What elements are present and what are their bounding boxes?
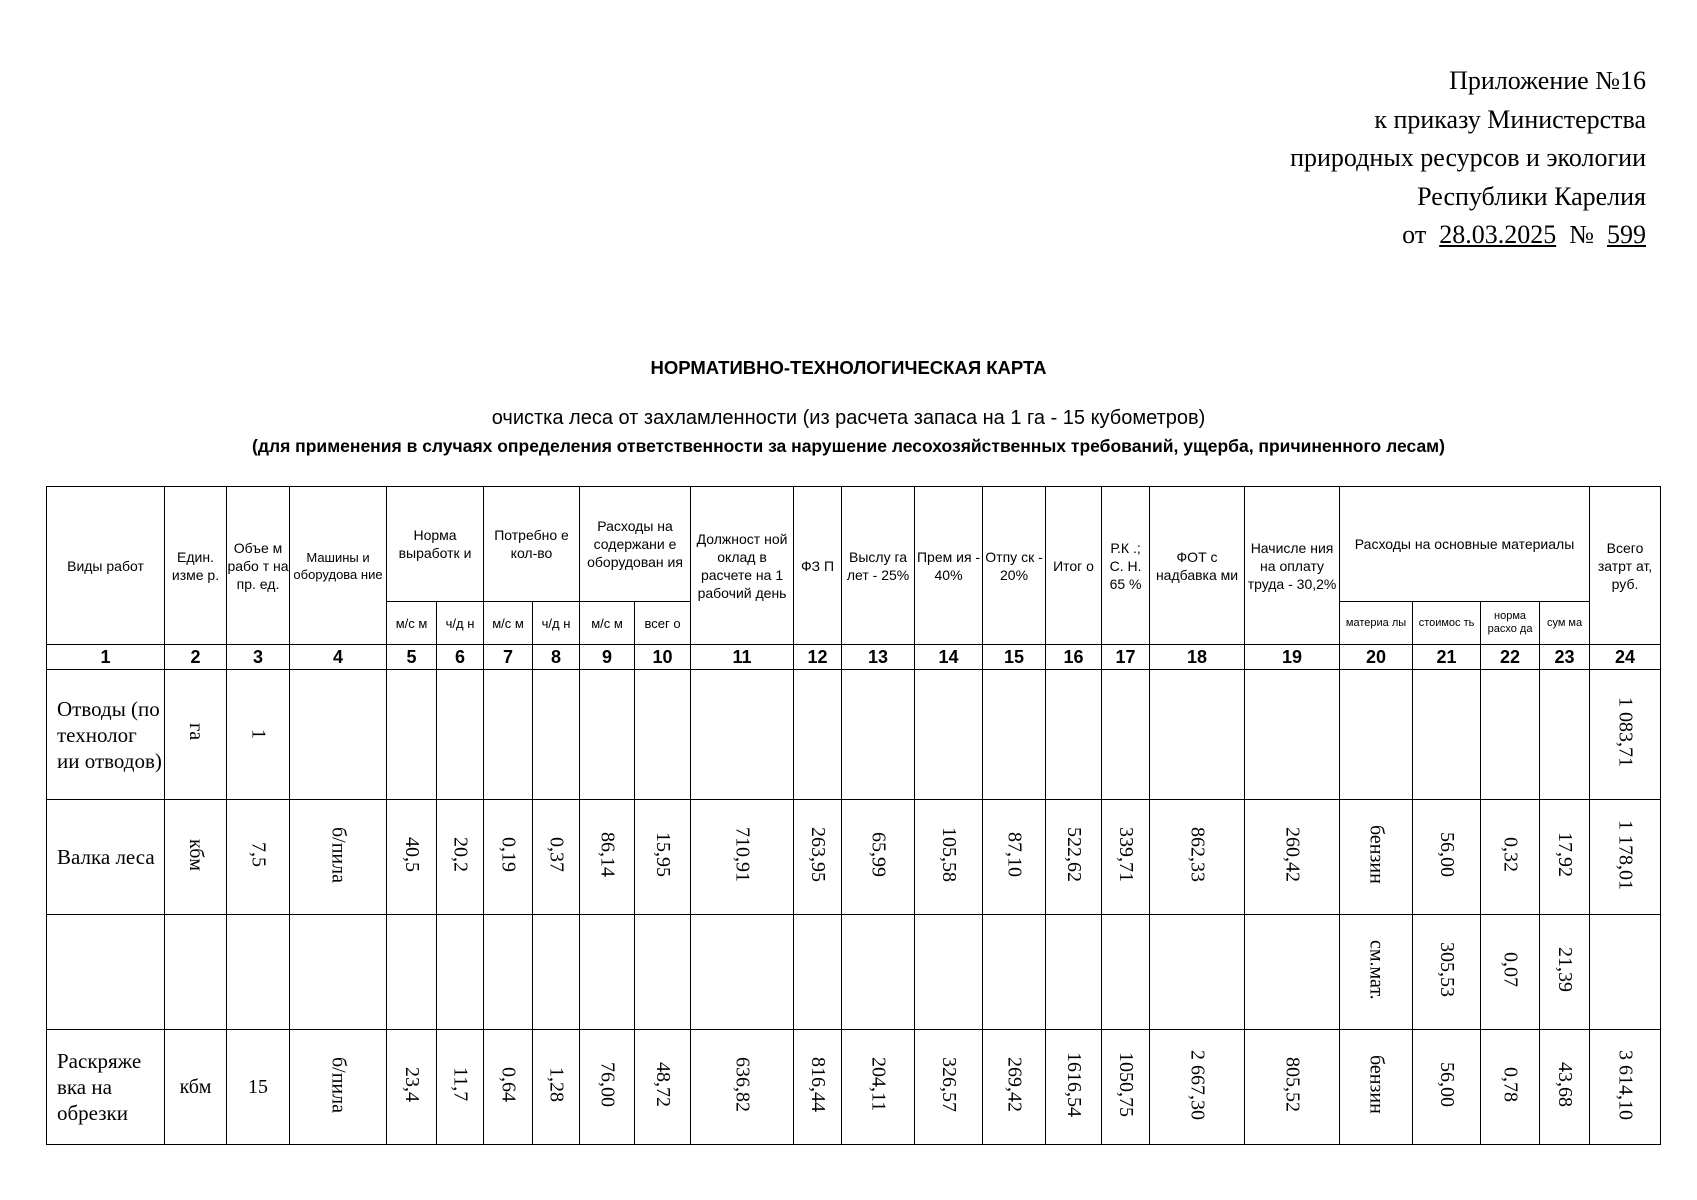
data-cell <box>635 800 691 915</box>
column-number: 8 <box>533 645 580 670</box>
subheader-cost: стоимос ть <box>1413 602 1481 645</box>
column-number: 1 <box>47 645 165 670</box>
data-cell <box>1102 670 1150 800</box>
data-cell <box>1481 800 1540 915</box>
data-cell <box>227 915 290 1030</box>
column-number: 12 <box>794 645 842 670</box>
data-cell <box>1102 800 1150 915</box>
cell-value: 710,91 <box>731 827 754 882</box>
data-cell <box>165 670 227 800</box>
column-number: 14 <box>915 645 983 670</box>
data-cell <box>1340 915 1413 1030</box>
data-cell <box>227 800 290 915</box>
data-cell <box>1340 800 1413 915</box>
cell-value: 305,53 <box>1436 942 1459 997</box>
cell-value: 0,37 <box>545 837 568 872</box>
data-cell <box>1481 915 1540 1030</box>
cell-value: 105,58 <box>938 827 961 882</box>
work-type-cell: Раскряже вка на обрезки <box>47 1030 165 1145</box>
appendix-title: Приложение №16 <box>1449 66 1646 95</box>
cell-value: бензин <box>1365 825 1388 884</box>
data-cell <box>635 670 691 800</box>
cell-value: кбм <box>185 838 207 871</box>
table-row <box>47 915 1661 1030</box>
cell-value: 522,62 <box>1063 827 1086 882</box>
header-total: Итог о <box>1046 487 1102 645</box>
column-number: 6 <box>437 645 484 670</box>
column-number: 16 <box>1046 645 1102 670</box>
number-prefix: № <box>1569 220 1594 249</box>
data-cell <box>227 670 290 800</box>
cell-value: 0,78 <box>1499 1067 1522 1102</box>
cell-value: 87,10 <box>1003 832 1026 877</box>
header-need-qty: Потребно е кол-во <box>484 487 580 602</box>
work-type-cell: Отводы (по технолог ии отводов) <box>47 670 165 800</box>
header-unit: Един. изме р. <box>165 487 227 645</box>
cell-value: 1050,75 <box>1115 1052 1138 1117</box>
column-number: 9 <box>580 645 635 670</box>
data-cell <box>290 800 387 915</box>
column-number: 3 <box>227 645 290 670</box>
data-cell <box>1102 1030 1150 1145</box>
technology-card-table <box>46 486 1661 1145</box>
data-cell <box>533 1030 580 1145</box>
header-vacation: Отпу ск - 20% <box>983 487 1046 645</box>
appendix-order-line: к приказу Министерства <box>1374 104 1646 134</box>
column-numbers-row <box>47 645 1661 670</box>
data-cell <box>1540 800 1590 915</box>
header-equipment-costs: Расходы на содержани е оборудован ия <box>580 487 691 602</box>
data-cell <box>794 1030 842 1145</box>
data-cell <box>165 800 227 915</box>
work-type-cell <box>47 915 165 1030</box>
appendix-ministry-line: природных ресурсов и экологии <box>1290 143 1646 172</box>
column-number: 13 <box>842 645 915 670</box>
cell-value: б/пила <box>327 1056 350 1113</box>
data-cell <box>165 1030 227 1145</box>
column-number: 20 <box>1340 645 1413 670</box>
cell-value: 0,64 <box>497 1067 520 1102</box>
header-total-costs: Всего затрт ат, руб. <box>1590 487 1661 645</box>
cell-value: 15 <box>248 1075 268 1098</box>
cell-value: кбм <box>179 1075 212 1098</box>
data-cell <box>484 800 533 915</box>
column-number: 24 <box>1590 645 1661 670</box>
data-cell <box>635 915 691 1030</box>
data-cell <box>227 1030 290 1145</box>
header-machines: Машины и оборудова ние <box>290 487 387 645</box>
data-cell <box>1102 915 1150 1030</box>
document-note: (для применения в случаях определения ответственности за нарушение лесохозяйственных требований, ущерба, причиненного лесам) <box>252 436 1445 456</box>
header-bonus: Прем ия - 40% <box>915 487 983 645</box>
data-cell <box>1046 1030 1102 1145</box>
data-cell <box>1340 1030 1413 1145</box>
cell-value: 1 083,71 <box>1614 697 1637 767</box>
data-cell <box>387 1030 437 1145</box>
column-number: 21 <box>1413 645 1481 670</box>
data-cell <box>1150 800 1245 915</box>
data-cell <box>290 670 387 800</box>
header-output-norm: Норма выработк и <box>387 487 484 602</box>
data-cell <box>794 800 842 915</box>
data-cell <box>437 915 484 1030</box>
column-number: 10 <box>635 645 691 670</box>
subheader-need-hd: ч/д н <box>533 602 580 645</box>
column-number: 19 <box>1245 645 1340 670</box>
column-number: 11 <box>691 645 794 670</box>
cell-value: 7,5 <box>247 842 270 867</box>
cell-value: 269,42 <box>1003 1057 1026 1112</box>
data-cell <box>794 670 842 800</box>
data-cell <box>1413 1030 1481 1145</box>
data-cell <box>290 915 387 1030</box>
cell-value: 204,11 <box>867 1057 890 1112</box>
header-work-types: Виды работ <box>47 487 165 645</box>
cell-value: 15,95 <box>652 832 675 877</box>
subheader-output-hd: ч/д н <box>437 602 484 645</box>
cell-value: 1616,54 <box>1063 1052 1086 1117</box>
data-cell <box>635 1030 691 1145</box>
data-cell <box>1150 915 1245 1030</box>
data-cell <box>1150 1030 1245 1145</box>
cell-value: 326,57 <box>938 1057 961 1112</box>
document-subtitle: очистка леса от захламленности (из расчета запаса на 1 га - 15 кубометров) <box>491 407 1206 429</box>
header-salary: Должност ной оклад в расчете на 1 рабочий день <box>691 487 794 645</box>
data-cell <box>165 915 227 1030</box>
cell-value: 56,00 <box>1436 832 1459 877</box>
data-cell <box>915 1030 983 1145</box>
data-cell <box>1046 915 1102 1030</box>
order-date: 28.03.2025 <box>1439 220 1557 249</box>
data-cell <box>484 670 533 800</box>
table-row <box>47 1030 1661 1145</box>
data-cell <box>1590 670 1661 800</box>
data-cell <box>1340 670 1413 800</box>
column-number: 18 <box>1150 645 1245 670</box>
cell-value: 86,14 <box>596 832 619 877</box>
table-row <box>47 800 1661 915</box>
data-cell <box>842 915 915 1030</box>
date-prefix: от <box>1402 220 1427 249</box>
header-payroll-charges: Начисле ния на оплату труда - 30,2% <box>1245 487 1340 645</box>
cell-value: 862,33 <box>1186 827 1209 882</box>
data-cell <box>484 1030 533 1145</box>
data-cell <box>533 800 580 915</box>
cell-value: 260,42 <box>1281 827 1304 882</box>
data-cell <box>1245 800 1340 915</box>
cell-value: 1,28 <box>545 1067 568 1102</box>
data-cell <box>290 1030 387 1145</box>
subheader-output-mm: м/с м <box>387 602 437 645</box>
column-number: 4 <box>290 645 387 670</box>
cell-value: 1 178,01 <box>1614 819 1637 890</box>
data-cell <box>691 1030 794 1145</box>
cell-value: 40,5 <box>401 837 423 872</box>
data-cell <box>915 800 983 915</box>
cell-value: 65,99 <box>867 832 890 877</box>
data-cell <box>437 800 484 915</box>
data-cell <box>387 670 437 800</box>
cell-value: 23,4 <box>401 1067 423 1102</box>
column-number: 23 <box>1540 645 1590 670</box>
order-number: 599 <box>1607 220 1646 249</box>
subheader-need-mm: м/с м <box>484 602 533 645</box>
data-cell <box>437 1030 484 1145</box>
header-fzp: ФЗ П <box>794 487 842 645</box>
data-cell <box>1413 800 1481 915</box>
header-seniority: Выслу га лет - 25% <box>842 487 915 645</box>
data-cell <box>1590 800 1661 915</box>
data-cell <box>1590 915 1661 1030</box>
data-cell <box>842 670 915 800</box>
cell-value: 0,07 <box>1499 952 1522 987</box>
cell-value: га <box>185 723 207 741</box>
data-cell <box>580 1030 635 1145</box>
data-cell <box>1046 800 1102 915</box>
data-cell <box>1540 670 1590 800</box>
cell-value: 2 667,30 <box>1186 1049 1209 1120</box>
header-row <box>47 487 1661 602</box>
data-cell <box>983 1030 1046 1145</box>
column-number: 17 <box>1102 645 1150 670</box>
document-title: НОРМАТИВНО-ТЕХНОЛОГИЧЕСКАЯ КАРТА <box>650 357 1047 378</box>
cell-value: 56,00 <box>1436 1062 1459 1107</box>
cell-value: 43,68 <box>1554 1062 1577 1107</box>
subheader-equipment-total: всег о <box>635 602 691 645</box>
cell-value: 48,72 <box>652 1062 675 1107</box>
subheader-norm: норма расхо да <box>1481 602 1540 645</box>
column-number: 2 <box>165 645 227 670</box>
appendix-republic-line: Республики Карелия <box>1417 181 1646 211</box>
data-cell <box>842 800 915 915</box>
cell-value: 21,39 <box>1554 947 1577 992</box>
cell-value: 816,44 <box>807 1057 830 1112</box>
header-volume: Объе м рабо т на пр. ед. <box>227 487 290 645</box>
cell-value: 339,71 <box>1115 827 1138 882</box>
data-cell <box>691 800 794 915</box>
cell-value: 11,7 <box>449 1067 472 1102</box>
header-materials-costs: Расходы на основные материалы <box>1340 487 1590 602</box>
data-cell <box>983 800 1046 915</box>
data-cell <box>1481 1030 1540 1145</box>
header-rk-sn: Р.К .; С. Н. 65 % <box>1102 487 1150 645</box>
cell-value: 0,19 <box>497 837 520 872</box>
appendix-date-line <box>1290 216 1646 255</box>
cell-value: 20,2 <box>449 837 472 872</box>
data-cell <box>1540 1030 1590 1145</box>
cell-value: 0,32 <box>1499 837 1522 872</box>
cell-value: 76,00 <box>596 1062 619 1107</box>
data-cell <box>915 915 983 1030</box>
cell-value: 17,92 <box>1554 832 1577 877</box>
data-cell <box>1046 670 1102 800</box>
data-cell <box>533 670 580 800</box>
data-cell <box>691 670 794 800</box>
subheader-sum: сум ма <box>1540 602 1590 645</box>
data-cell <box>484 915 533 1030</box>
work-type-cell: Валка леса <box>47 800 165 915</box>
table-row <box>47 670 1661 800</box>
subheader-equipment-mm: м/с м <box>580 602 635 645</box>
data-cell <box>1245 1030 1340 1145</box>
data-cell <box>1590 1030 1661 1145</box>
data-cell <box>983 670 1046 800</box>
data-cell <box>794 915 842 1030</box>
data-cell <box>580 915 635 1030</box>
cell-value: бензин <box>1365 1055 1388 1114</box>
header-fot: ФОТ с надбавка ми <box>1150 487 1245 645</box>
cell-value: б/пила <box>327 826 350 883</box>
column-number: 22 <box>1481 645 1540 670</box>
data-cell <box>580 670 635 800</box>
data-cell <box>983 915 1046 1030</box>
column-number: 5 <box>387 645 437 670</box>
column-number: 15 <box>983 645 1046 670</box>
appendix-block <box>1290 62 1646 255</box>
data-cell <box>842 1030 915 1145</box>
data-cell <box>691 915 794 1030</box>
data-cell <box>533 915 580 1030</box>
data-cell <box>1245 670 1340 800</box>
data-cell <box>1481 670 1540 800</box>
cell-value: см.мат. <box>1365 939 1388 1000</box>
data-cell <box>387 800 437 915</box>
cell-value: 3 614,10 <box>1614 1049 1637 1120</box>
column-number: 7 <box>484 645 533 670</box>
data-cell <box>1150 670 1245 800</box>
data-cell <box>1413 915 1481 1030</box>
cell-value: 263,95 <box>807 827 830 882</box>
data-cell <box>915 670 983 800</box>
data-cell <box>1245 915 1340 1030</box>
data-cell <box>1540 915 1590 1030</box>
cell-value: 636,82 <box>731 1057 754 1112</box>
data-cell <box>387 915 437 1030</box>
cell-value: 1 <box>247 728 270 739</box>
data-cell <box>580 800 635 915</box>
data-cell <box>1413 670 1481 800</box>
data-cell <box>437 670 484 800</box>
subheader-materials: материа лы <box>1340 602 1413 645</box>
cell-value: 805,52 <box>1281 1057 1304 1112</box>
